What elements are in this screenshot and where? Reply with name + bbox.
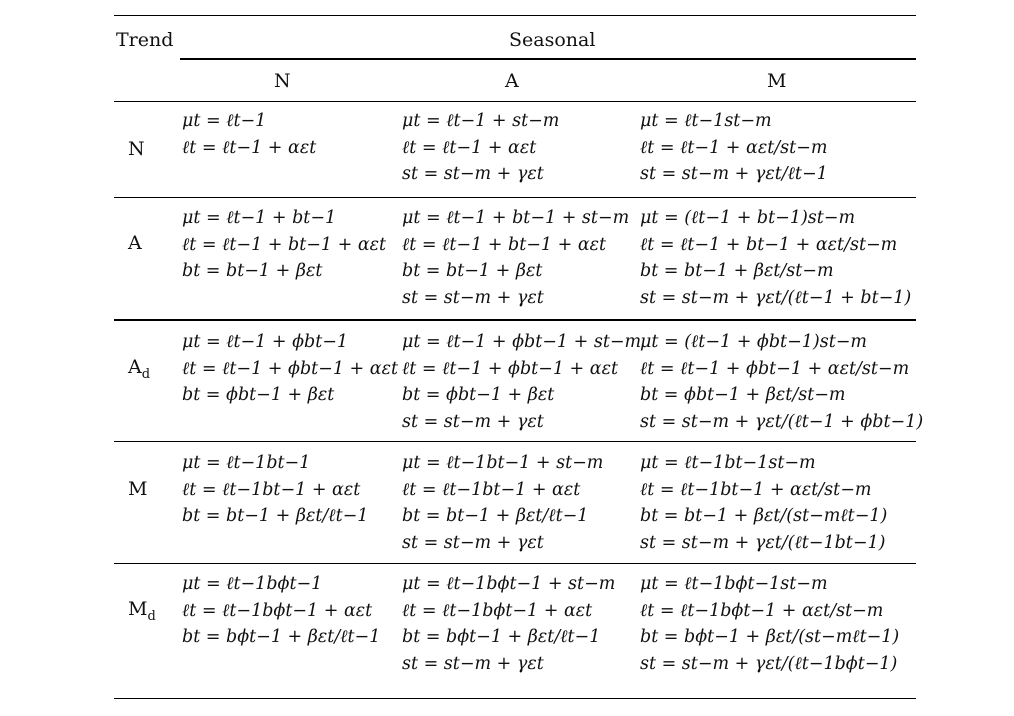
equation-line: μt = ℓt−1bt−1st−m: [640, 453, 816, 473]
equation-line: ℓt = ℓt−1 + αεt: [182, 137, 317, 158]
equation-line: bt = ϕbt−1 + βεt: [182, 385, 335, 405]
equation-cell: [402, 450, 603, 556]
col-header-a: A: [505, 70, 519, 92]
trend-header: Trend: [116, 29, 174, 51]
equation-line: st = st−m + γεt: [402, 287, 544, 308]
equation-line: bt = bt−1 + βεt: [402, 261, 543, 281]
equation-line: st = st−m + γεt/ℓt−1: [640, 164, 828, 184]
top-rule: [114, 15, 916, 16]
trend-letter: A: [128, 232, 142, 254]
equation-line: st = st−m + γεt/(ℓt−1bt−1): [640, 532, 886, 553]
trend-letter: A: [128, 356, 142, 378]
equation-line: st = st−m + γεt: [402, 653, 544, 674]
trend-label: [128, 478, 147, 500]
equation-line: bt = bt−1 + βεt/ℓt−1: [182, 506, 369, 526]
equation-line: bt = bt−1 + βεt/ℓt−1: [402, 506, 589, 526]
equation-line: st = st−m + γεt: [402, 411, 544, 432]
equation-line: μt = ℓt−1bϕt−1 + st−m: [402, 574, 616, 594]
equation-line: μt = ℓt−1 + ϕbt−1 + st−m: [402, 332, 642, 352]
trend-letter: M: [128, 478, 148, 500]
seasonal-header: Seasonal: [509, 29, 596, 51]
trend-label: [128, 232, 142, 254]
equation-line: ℓt = ℓt−1bt−1 + αεt/st−m: [640, 479, 872, 500]
row-rule-1: [114, 197, 916, 198]
equation-line: μt = ℓt−1bϕt−1: [182, 574, 323, 594]
equation-cell: [640, 450, 887, 556]
equation-line: ℓt = ℓt−1 + bt−1 + αεt/st−m: [640, 234, 898, 255]
equation-line: bt = ϕbt−1 + βεt/st−m: [640, 385, 846, 405]
equation-cell: [402, 108, 559, 188]
equation-line: ℓt = ℓt−1 + bt−1 + αεt: [402, 234, 607, 255]
equation-line: st = st−m + γεt: [402, 164, 544, 184]
equation-cell: [402, 571, 615, 677]
bottom-rule: [114, 698, 916, 699]
trend-subscript: d: [147, 608, 156, 624]
equation-line: ℓt = ℓt−1bϕt−1 + αεt/st−m: [640, 600, 884, 621]
row-rule-4: [114, 563, 916, 564]
equation-line: bt = bϕt−1 + βεt/ℓt−1: [182, 627, 381, 647]
equation-line: bt = bt−1 + βεt/(st−mℓt−1): [640, 506, 888, 526]
trend-subscript: d: [141, 366, 151, 382]
equation-line: ℓt = ℓt−1bϕt−1 + αεt: [402, 600, 593, 621]
equation-line: bt = bt−1 + βεt/st−m: [640, 261, 834, 281]
equation-line: μt = ℓt−1: [182, 111, 267, 131]
equation-line: st = st−m + γεt: [402, 532, 544, 553]
equation-line: μt = ℓt−1 + ϕbt−1: [182, 332, 349, 352]
equation-cell: [640, 571, 899, 677]
trend-label: [128, 356, 150, 382]
trend-label: [128, 598, 156, 624]
equation-line: bt = ϕbt−1 + βεt: [402, 385, 555, 405]
equation-line: ℓt = ℓt−1 + αεt/st−m: [640, 137, 828, 158]
equation-line: bt = bϕt−1 + βεt/ℓt−1: [402, 627, 601, 647]
trend-letter: N: [128, 138, 145, 160]
equation-line: st = st−m + γεt/(ℓt−1 + bt−1): [640, 287, 912, 308]
equation-cell: [182, 571, 380, 651]
equation-line: ℓt = ℓt−1 + αεt: [402, 137, 537, 158]
equation-line: μt = ℓt−1bt−1: [182, 453, 311, 473]
col-header-m: M: [767, 70, 787, 92]
row-rule-2: [114, 319, 916, 321]
equation-cell: [402, 329, 641, 435]
equation-line: bt = bϕt−1 + βεt/(st−mℓt−1): [640, 627, 900, 647]
equation-line: ℓt = ℓt−1 + ϕbt−1 + αεt: [402, 358, 619, 379]
seasonal-underline: [180, 58, 916, 60]
row-rule-3: [114, 441, 916, 442]
equation-cell: [182, 450, 368, 530]
equation-cell: [640, 205, 911, 311]
equation-cell: [402, 205, 629, 311]
equation-line: ℓt = ℓt−1bt−1 + αεt: [402, 479, 581, 500]
equation-cell: [640, 329, 923, 435]
equation-line: μt = ℓt−1 + st−m: [402, 111, 560, 131]
equation-line: μt = ℓt−1bt−1 + st−m: [402, 453, 604, 473]
equation-cell: [640, 108, 828, 188]
equation-line: st = st−m + γεt/(ℓt−1 + ϕbt−1): [640, 411, 924, 432]
equation-line: ℓt = ℓt−1bϕt−1 + αεt: [182, 600, 373, 621]
equation-line: st = st−m + γεt/(ℓt−1bϕt−1): [640, 653, 898, 674]
equation-cell: [182, 108, 316, 161]
equation-cell: [182, 329, 398, 409]
trend-letter: M: [128, 598, 148, 620]
equation-line: bt = bt−1 + βεt: [182, 261, 323, 281]
equation-line: ℓt = ℓt−1bt−1 + αεt: [182, 479, 361, 500]
equation-line: μt = ℓt−1 + bt−1 + st−m: [402, 208, 630, 228]
equation-line: ℓt = ℓt−1 + ϕbt−1 + αεt: [182, 358, 399, 379]
header-rule: [114, 101, 916, 102]
equation-line: ℓt = ℓt−1 + ϕbt−1 + αεt/st−m: [640, 358, 910, 379]
equation-cell: [182, 205, 386, 285]
trend-label: [128, 138, 145, 160]
equation-line: μt = (ℓt−1 + bt−1)st−m: [640, 208, 856, 228]
col-header-n: N: [274, 70, 291, 92]
equation-line: μt = ℓt−1st−m: [640, 111, 772, 131]
equation-line: μt = (ℓt−1 + ϕbt−1)st−m: [640, 332, 867, 352]
equation-line: μt = ℓt−1 + bt−1: [182, 208, 337, 228]
equation-line: μt = ℓt−1bϕt−1st−m: [640, 574, 828, 594]
equation-line: ℓt = ℓt−1 + bt−1 + αεt: [182, 234, 387, 255]
